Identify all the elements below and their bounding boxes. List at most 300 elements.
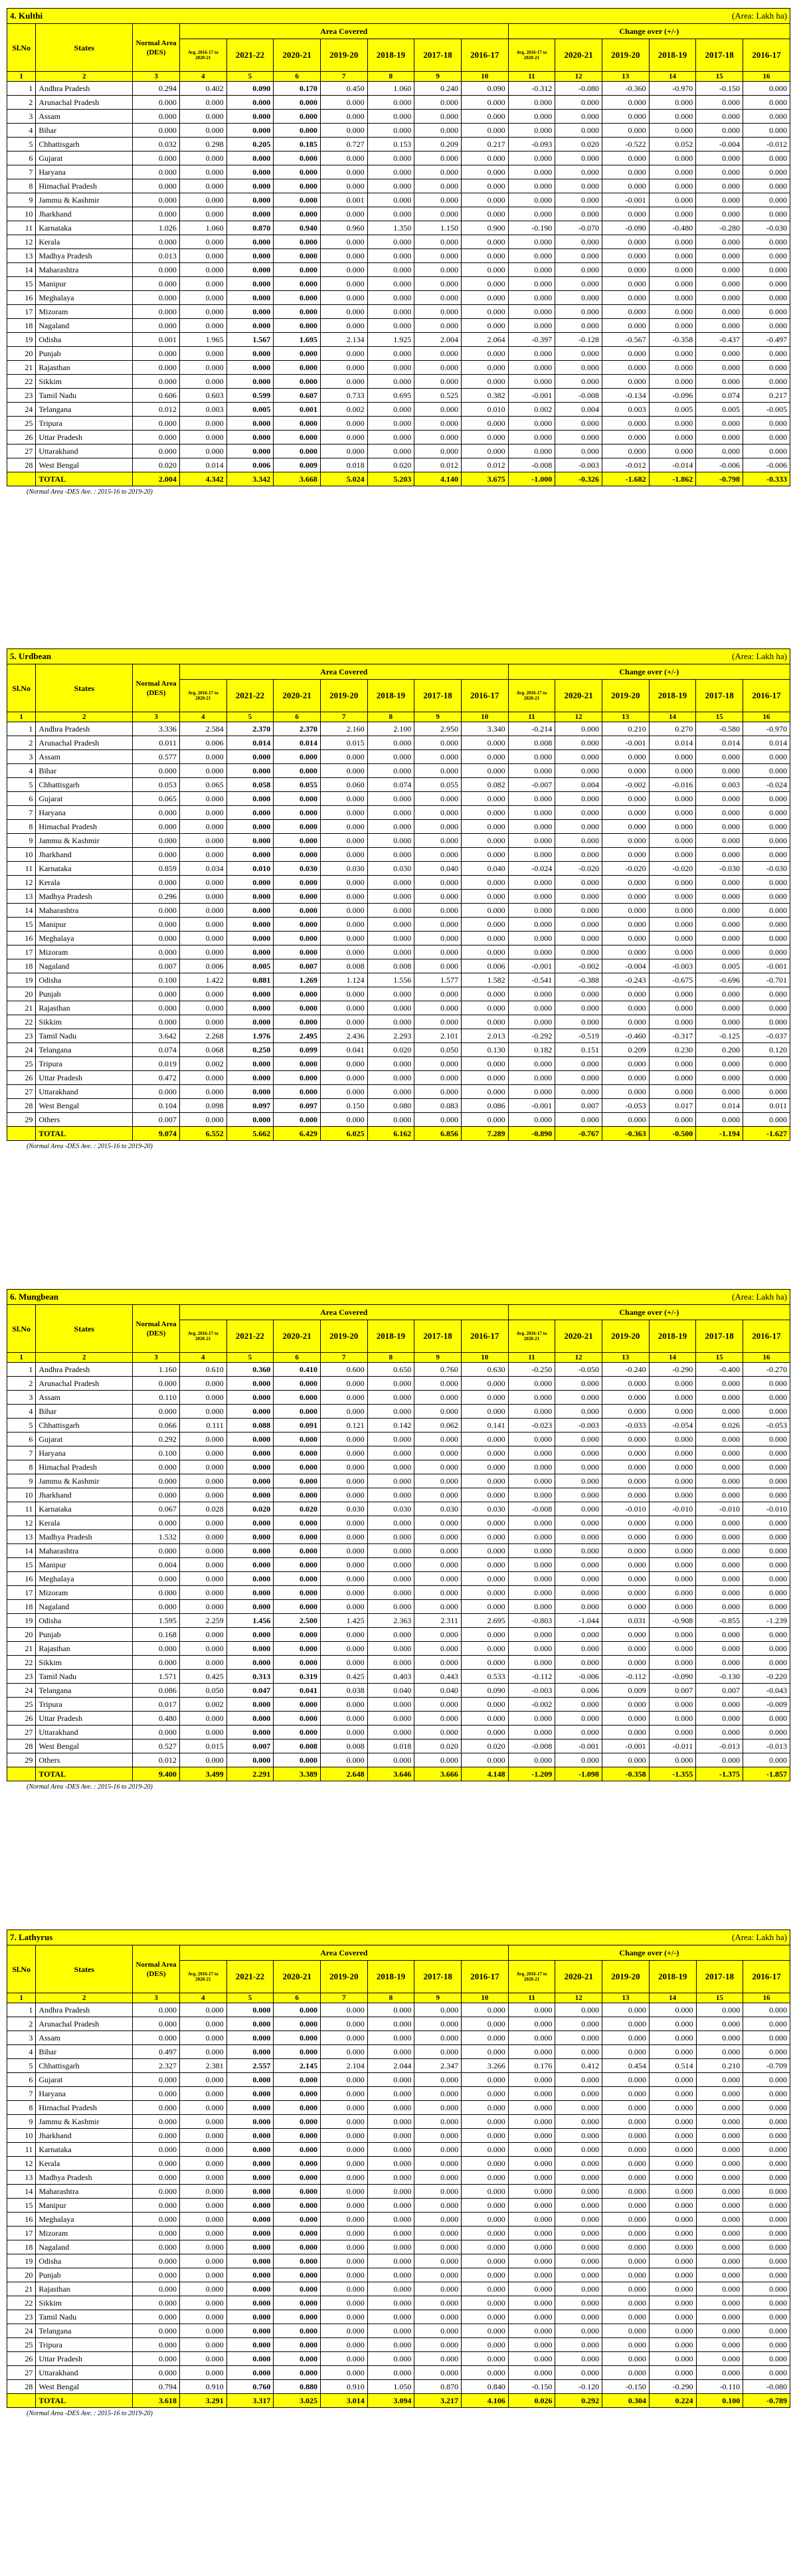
row-value: 0.000 bbox=[462, 2157, 509, 2171]
row-value: 0.881 bbox=[226, 973, 274, 987]
table-row bbox=[7, 1726, 790, 1739]
row-value: 0.000 bbox=[133, 445, 180, 458]
row-value: 0.000 bbox=[696, 319, 743, 333]
row-value: 0.000 bbox=[226, 2185, 274, 2199]
row-value: 0.000 bbox=[555, 918, 602, 932]
row-value: 0.000 bbox=[367, 2031, 414, 2045]
row-value: 0.000 bbox=[133, 2185, 180, 2199]
row-serial: 17 bbox=[7, 2227, 36, 2240]
row-state-name: West Bengal bbox=[36, 2380, 133, 2394]
row-value: 0.000 bbox=[602, 1071, 649, 1085]
row-value: 0.000 bbox=[555, 736, 602, 750]
row-value: 0.000 bbox=[743, 1642, 790, 1656]
row-value: 0.000 bbox=[320, 1015, 367, 1029]
row-value: 0.000 bbox=[320, 445, 367, 458]
row-value: 0.074 bbox=[133, 1043, 180, 1057]
row-value: 0.000 bbox=[461, 1391, 508, 1405]
column-number: 16 bbox=[743, 712, 790, 722]
row-value: 0.000 bbox=[461, 792, 508, 806]
table-row bbox=[7, 1071, 790, 1085]
table-row bbox=[7, 1586, 790, 1600]
row-value: 0.000 bbox=[649, 417, 696, 431]
row-value: 0.000 bbox=[367, 2254, 414, 2268]
table-row bbox=[7, 1446, 790, 1460]
column-number: 15 bbox=[696, 1993, 743, 2003]
row-value: 0.000 bbox=[367, 2324, 414, 2338]
row-value: 0.000 bbox=[602, 1446, 649, 1460]
row-state-name: Mizoram bbox=[36, 305, 133, 319]
row-value: 0.000 bbox=[320, 277, 367, 291]
row-serial: 11 bbox=[7, 1502, 36, 1516]
row-state-name: Assam bbox=[36, 110, 133, 124]
row-value: 0.000 bbox=[320, 1628, 367, 1642]
row-value: -0.020 bbox=[602, 862, 649, 876]
row-value: 0.000 bbox=[555, 2157, 602, 2171]
table-row bbox=[7, 458, 790, 472]
row-value: 0.000 bbox=[367, 291, 414, 305]
row-value: 0.000 bbox=[696, 207, 743, 221]
row-value: 0.000 bbox=[320, 361, 367, 375]
row-value: 0.000 bbox=[696, 1377, 743, 1391]
row-value: 0.000 bbox=[555, 2171, 602, 2185]
row-value: 0.000 bbox=[555, 1753, 602, 1767]
row-serial: 12 bbox=[7, 235, 36, 249]
column-number: 3 bbox=[133, 1993, 180, 2003]
row-value: 0.000 bbox=[649, 1726, 696, 1739]
row-value: 0.000 bbox=[555, 2017, 602, 2031]
row-value: 0.000 bbox=[133, 431, 180, 445]
row-value: 0.000 bbox=[274, 1600, 321, 1614]
row-value: 0.000 bbox=[133, 2268, 180, 2282]
row-value: 0.000 bbox=[649, 904, 696, 918]
row-value: 0.000 bbox=[321, 2227, 368, 2240]
row-value: 0.000 bbox=[555, 1071, 602, 1085]
row-value: 0.000 bbox=[179, 2338, 226, 2352]
row-value: 0.000 bbox=[461, 277, 508, 291]
row-value: 0.000 bbox=[696, 792, 743, 806]
row-value: 0.000 bbox=[649, 1433, 696, 1446]
row-value: 0.065 bbox=[133, 792, 180, 806]
row-value: 0.000 bbox=[226, 1446, 274, 1460]
row-value: 0.000 bbox=[226, 1628, 274, 1642]
row-value: -0.001 bbox=[508, 1099, 555, 1113]
change-year-header: 2019-20 bbox=[602, 1961, 650, 1993]
row-value: 0.000 bbox=[414, 2185, 462, 2199]
row-value: 0.000 bbox=[179, 904, 226, 918]
row-state-name: Odisha bbox=[36, 2254, 133, 2268]
row-state-name: Punjab bbox=[36, 2268, 133, 2282]
row-value: -0.480 bbox=[649, 221, 696, 235]
row-value: 0.000 bbox=[179, 165, 226, 179]
row-value: 0.000 bbox=[133, 945, 180, 959]
row-value: 0.000 bbox=[226, 820, 274, 834]
row-value: -0.024 bbox=[508, 862, 555, 876]
row-value: 0.000 bbox=[508, 2129, 555, 2143]
row-value: 0.000 bbox=[320, 431, 367, 445]
row-value: 0.000 bbox=[743, 2199, 790, 2213]
column-number: 3 bbox=[133, 72, 180, 82]
row-value: 0.000 bbox=[414, 1001, 462, 1015]
row-value: 0.000 bbox=[367, 1071, 414, 1085]
table-row bbox=[7, 2310, 790, 2324]
row-value: 0.000 bbox=[461, 876, 508, 890]
row-value: 0.000 bbox=[649, 2352, 696, 2366]
table-row bbox=[7, 82, 790, 96]
row-state-name: Mizoram bbox=[36, 2227, 133, 2240]
total-value: 3.499 bbox=[179, 1767, 226, 1781]
row-value: 0.000 bbox=[696, 2171, 743, 2185]
row-value: 0.000 bbox=[274, 1057, 321, 1071]
row-value: 0.000 bbox=[461, 834, 508, 848]
row-value: 0.041 bbox=[274, 1684, 321, 1698]
row-value: 0.008 bbox=[320, 1739, 367, 1753]
row-value: 0.000 bbox=[274, 445, 321, 458]
row-value: 0.013 bbox=[133, 249, 180, 263]
row-value: 0.000 bbox=[226, 1558, 274, 1572]
row-state-name: West Bengal bbox=[36, 1099, 133, 1113]
row-value: 0.000 bbox=[367, 193, 414, 207]
row-value: 0.012 bbox=[133, 403, 180, 417]
row-value: 0.000 bbox=[461, 1433, 508, 1446]
row-value: 0.000 bbox=[179, 319, 226, 333]
row-value: -0.003 bbox=[555, 458, 602, 472]
row-value: 0.000 bbox=[226, 1433, 274, 1446]
row-value: 0.000 bbox=[274, 1085, 321, 1099]
row-value: 0.000 bbox=[367, 945, 414, 959]
row-value: 0.000 bbox=[179, 2282, 226, 2296]
row-value: 0.000 bbox=[508, 2143, 555, 2157]
row-value: 0.000 bbox=[274, 2366, 321, 2380]
row-value: 0.000 bbox=[602, 1057, 649, 1071]
row-state-name: Maharashtra bbox=[36, 2185, 133, 2199]
row-value: 0.000 bbox=[367, 2115, 414, 2129]
row-value: 0.000 bbox=[367, 1015, 414, 1029]
row-value: 0.000 bbox=[179, 2073, 226, 2087]
row-value: 0.000 bbox=[133, 1085, 180, 1099]
row-value: 0.000 bbox=[320, 96, 367, 110]
row-value: 0.000 bbox=[274, 1726, 321, 1739]
row-value: 0.000 bbox=[461, 1488, 508, 1502]
row-value: 0.000 bbox=[320, 1642, 367, 1656]
row-value: 0.000 bbox=[367, 2199, 414, 2213]
row-value: 0.000 bbox=[414, 2031, 462, 2045]
row-value: 0.000 bbox=[696, 151, 743, 165]
row-value: 0.000 bbox=[743, 2227, 790, 2240]
row-value: 0.030 bbox=[274, 862, 321, 876]
row-value: 0.000 bbox=[274, 1001, 321, 1015]
row-value: 0.000 bbox=[602, 2199, 650, 2213]
row-value: 0.000 bbox=[133, 277, 180, 291]
row-value: 0.000 bbox=[461, 263, 508, 277]
row-value: 0.000 bbox=[508, 1488, 555, 1502]
row-value: 0.000 bbox=[649, 2157, 696, 2171]
table-row bbox=[7, 2213, 790, 2227]
row-value: 0.000 bbox=[320, 1600, 367, 1614]
row-value: 2.327 bbox=[133, 2059, 180, 2073]
row-value: 0.000 bbox=[133, 2115, 180, 2129]
total-value: 6.856 bbox=[414, 1127, 462, 1141]
row-value: 0.000 bbox=[555, 1460, 602, 1474]
column-number: 8 bbox=[367, 712, 414, 722]
row-value: 0.000 bbox=[696, 431, 743, 445]
row-value: 0.000 bbox=[743, 2366, 790, 2380]
row-value: 0.000 bbox=[649, 319, 696, 333]
row-value: 0.000 bbox=[367, 876, 414, 890]
row-serial: 17 bbox=[7, 1586, 36, 1600]
column-number: 12 bbox=[555, 1353, 602, 1363]
row-value: 0.000 bbox=[367, 110, 414, 124]
row-value: 0.000 bbox=[133, 2296, 180, 2310]
row-value: 0.000 bbox=[555, 110, 602, 124]
row-value: 2.381 bbox=[179, 2059, 226, 2073]
row-value: 0.000 bbox=[555, 2282, 602, 2296]
row-value: -0.090 bbox=[649, 1670, 696, 1684]
row-value: 0.000 bbox=[743, 945, 790, 959]
row-value: 0.000 bbox=[320, 375, 367, 389]
row-value: -1.044 bbox=[555, 1614, 602, 1628]
row-value: 0.000 bbox=[226, 1544, 274, 1558]
row-value: 1.160 bbox=[133, 1363, 180, 1377]
row-value: 0.000 bbox=[508, 1446, 555, 1460]
row-value: 0.000 bbox=[414, 1085, 462, 1099]
row-value: 0.000 bbox=[602, 235, 649, 249]
row-value: -0.112 bbox=[602, 1670, 649, 1684]
row-value: 0.000 bbox=[696, 932, 743, 945]
row-value: 0.000 bbox=[414, 193, 462, 207]
row-value: 0.000 bbox=[226, 1113, 274, 1127]
table-row bbox=[7, 1530, 790, 1544]
row-value: 0.000 bbox=[179, 1460, 226, 1474]
row-value: 0.000 bbox=[461, 1642, 508, 1656]
row-value: 0.000 bbox=[367, 179, 414, 193]
row-state-name: Telangana bbox=[36, 1043, 133, 1057]
row-value: 0.000 bbox=[555, 1586, 602, 1600]
column-number: 8 bbox=[367, 1353, 414, 1363]
row-value: 0.000 bbox=[414, 2129, 462, 2143]
table-row bbox=[7, 1642, 790, 1656]
row-value: 0.000 bbox=[320, 932, 367, 945]
row-value: 0.000 bbox=[133, 1600, 180, 1614]
row-value: 0.000 bbox=[414, 347, 462, 361]
year-header: 2016-17 bbox=[461, 680, 508, 712]
row-value: 0.000 bbox=[414, 1586, 462, 1600]
row-value: 0.000 bbox=[274, 2213, 321, 2227]
row-value: 0.000 bbox=[743, 876, 790, 890]
row-value: 0.000 bbox=[555, 945, 602, 959]
row-value: 0.000 bbox=[226, 2324, 274, 2338]
states-header: States bbox=[36, 1305, 133, 1353]
row-value: 0.000 bbox=[696, 2003, 743, 2017]
header-row bbox=[7, 1305, 790, 1320]
row-value: 0.000 bbox=[508, 193, 555, 207]
row-value: 0.000 bbox=[179, 1015, 226, 1029]
row-value: 0.000 bbox=[602, 1391, 649, 1405]
row-value: 0.000 bbox=[743, 1530, 790, 1544]
row-value: 0.000 bbox=[696, 1698, 743, 1712]
row-value: 0.000 bbox=[367, 1433, 414, 1446]
column-number: 4 bbox=[179, 712, 226, 722]
row-value: 0.000 bbox=[226, 806, 274, 820]
row-state-name: Karnataka bbox=[36, 862, 133, 876]
row-value: 0.000 bbox=[274, 848, 321, 862]
table-row bbox=[7, 96, 790, 110]
row-value: -0.240 bbox=[602, 1363, 649, 1377]
table-row bbox=[7, 2171, 790, 2185]
total-value: 3.666 bbox=[414, 1767, 462, 1781]
row-state-name: Madhya Pradesh bbox=[36, 2171, 133, 2185]
row-value: 0.000 bbox=[461, 1516, 508, 1530]
row-value: 0.000 bbox=[414, 1558, 462, 1572]
row-value: 0.000 bbox=[414, 2171, 462, 2185]
row-value: 0.000 bbox=[320, 207, 367, 221]
row-value: 0.000 bbox=[555, 2213, 602, 2227]
area-unit-label: (Area: Lakh ha) bbox=[731, 1292, 787, 1302]
row-value: -0.014 bbox=[649, 458, 696, 472]
total-value: 4.148 bbox=[461, 1767, 508, 1781]
normal-area-header: Normal Area (DES) bbox=[133, 1945, 180, 1993]
row-value: 0.000 bbox=[602, 820, 649, 834]
row-value: 0.020 bbox=[367, 458, 414, 472]
row-value: -0.120 bbox=[555, 2380, 602, 2394]
row-value: 0.650 bbox=[367, 1363, 414, 1377]
row-value: 0.000 bbox=[274, 2087, 321, 2101]
row-value: 0.000 bbox=[414, 2254, 462, 2268]
row-value: 0.000 bbox=[743, 820, 790, 834]
row-value: 0.000 bbox=[274, 1558, 321, 1572]
row-value: 0.000 bbox=[179, 1446, 226, 1460]
row-value: 0.000 bbox=[461, 1572, 508, 1586]
row-value: 0.000 bbox=[179, 375, 226, 389]
year-header: 2020-21 bbox=[274, 1320, 321, 1353]
row-value: 0.000 bbox=[696, 848, 743, 862]
row-value: 0.000 bbox=[320, 904, 367, 918]
row-value: 0.090 bbox=[461, 1684, 508, 1698]
row-serial: 5 bbox=[7, 1419, 36, 1433]
total-value: 9.074 bbox=[133, 1127, 180, 1141]
total-value: 6.025 bbox=[320, 1127, 367, 1141]
table-row bbox=[7, 235, 790, 249]
row-value: 0.000 bbox=[743, 431, 790, 445]
change-year-header: 2016-17 bbox=[743, 680, 790, 712]
row-value: 2.064 bbox=[461, 333, 508, 347]
row-state-name: Jharkhand bbox=[36, 207, 133, 221]
row-value: -0.007 bbox=[508, 778, 555, 792]
table-row bbox=[7, 2059, 790, 2073]
row-value: 0.000 bbox=[367, 1726, 414, 1739]
row-value: 0.000 bbox=[462, 2129, 509, 2143]
row-value: 0.607 bbox=[274, 389, 321, 403]
row-value: 0.000 bbox=[274, 2254, 321, 2268]
row-value: 0.000 bbox=[321, 2199, 368, 2213]
column-number: 11 bbox=[508, 1993, 555, 2003]
row-value: 0.000 bbox=[274, 1391, 321, 1405]
row-state-name: Haryana bbox=[36, 2087, 133, 2101]
year-header: 2021-22 bbox=[226, 1961, 274, 1993]
column-number: 11 bbox=[508, 1353, 555, 1363]
row-value: -0.006 bbox=[555, 1670, 602, 1684]
row-value: 0.000 bbox=[179, 2087, 226, 2101]
row-value: 0.000 bbox=[179, 1600, 226, 1614]
row-value: 0.000 bbox=[367, 1628, 414, 1642]
row-value: -0.522 bbox=[602, 138, 649, 151]
row-value: 0.000 bbox=[743, 1001, 790, 1015]
row-value: -0.214 bbox=[508, 722, 555, 736]
row-state-name: Sikkim bbox=[36, 2296, 133, 2310]
row-value: 0.000 bbox=[602, 417, 649, 431]
row-value: 0.000 bbox=[696, 417, 743, 431]
row-value: 0.000 bbox=[743, 1446, 790, 1460]
row-value: 0.000 bbox=[602, 1656, 649, 1670]
row-value: 0.000 bbox=[414, 736, 462, 750]
row-value: 0.000 bbox=[414, 1628, 462, 1642]
row-value: 0.000 bbox=[367, 2017, 414, 2031]
row-value: 0.000 bbox=[321, 2171, 368, 2185]
normal-area-header: Normal Area (DES) bbox=[133, 1305, 180, 1353]
row-value: 0.000 bbox=[367, 2101, 414, 2115]
row-value: 0.000 bbox=[320, 319, 367, 333]
row-value: 0.000 bbox=[649, 2031, 696, 2045]
row-value: 0.000 bbox=[508, 2115, 555, 2129]
source-note: (Normal Area -DES Ave. : 2015-16 to 2019-20) bbox=[27, 2410, 153, 2417]
row-value: 0.000 bbox=[274, 1377, 321, 1391]
row-serial: 24 bbox=[7, 1684, 36, 1698]
row-value: 0.000 bbox=[179, 361, 226, 375]
row-value: 0.000 bbox=[461, 764, 508, 778]
row-value: 0.000 bbox=[508, 2045, 555, 2059]
row-value: 0.000 bbox=[321, 2213, 368, 2227]
row-serial: 29 bbox=[7, 1753, 36, 1767]
row-value: 0.001 bbox=[274, 403, 321, 417]
row-value: -0.541 bbox=[508, 973, 555, 987]
change-year-header: 2017-18 bbox=[696, 680, 743, 712]
row-value: 0.000 bbox=[649, 1712, 696, 1726]
table-row bbox=[7, 959, 790, 973]
row-value: 0.000 bbox=[461, 1600, 508, 1614]
row-value: 0.000 bbox=[461, 918, 508, 932]
row-value: 0.000 bbox=[508, 2031, 555, 2045]
row-value: 0.000 bbox=[649, 1530, 696, 1544]
row-value: 0.000 bbox=[602, 431, 649, 445]
row-value: 0.000 bbox=[179, 305, 226, 319]
change-year-header: 2016-17 bbox=[743, 1320, 790, 1353]
row-value: 0.066 bbox=[133, 1419, 180, 1433]
row-value: 0.000 bbox=[133, 347, 180, 361]
row-value: 0.000 bbox=[179, 1642, 226, 1656]
row-value: 0.000 bbox=[462, 2282, 509, 2296]
total-value: -0.767 bbox=[555, 1127, 602, 1141]
row-value: 0.088 bbox=[226, 1419, 274, 1433]
row-value: 0.000 bbox=[696, 1071, 743, 1085]
table-row bbox=[7, 417, 790, 431]
row-value: -0.023 bbox=[508, 1419, 555, 1433]
row-state-name: Chhattisgarh bbox=[36, 778, 133, 792]
row-value: 0.000 bbox=[743, 417, 790, 431]
column-number: 5 bbox=[226, 1993, 274, 2003]
row-value: 0.000 bbox=[414, 764, 462, 778]
column-number: 5 bbox=[226, 712, 274, 722]
row-serial: 18 bbox=[7, 319, 36, 333]
row-value: 0.000 bbox=[649, 291, 696, 305]
row-value: 0.000 bbox=[274, 890, 321, 904]
row-value: 0.000 bbox=[461, 207, 508, 221]
row-value: 0.600 bbox=[320, 1363, 367, 1377]
row-value: 0.000 bbox=[414, 1405, 462, 1419]
row-value: 0.000 bbox=[462, 2017, 509, 2031]
row-value: 0.000 bbox=[226, 2199, 274, 2213]
row-value: 0.000 bbox=[555, 1015, 602, 1029]
row-value: 0.000 bbox=[321, 2101, 368, 2115]
row-value: 0.000 bbox=[696, 2045, 743, 2059]
